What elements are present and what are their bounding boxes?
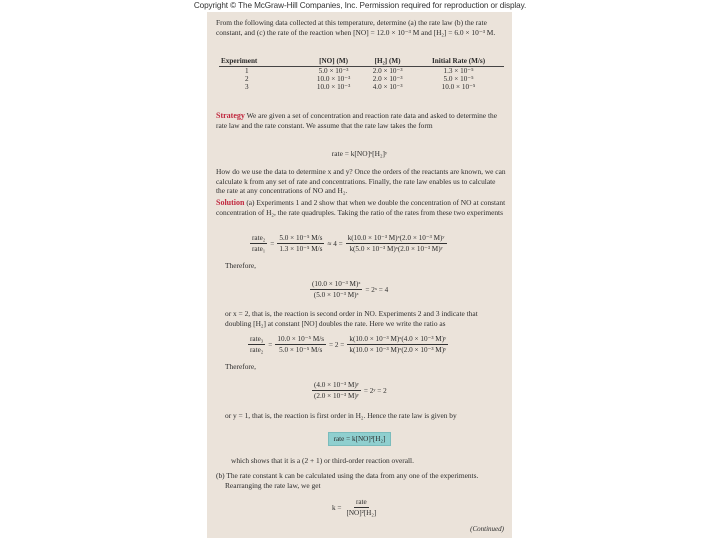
equation-rate-ratio-1: $\frac{\text{rate₂}}{\text{rate₁}}$ = $\frac{\text{5.0 × 10⁻⁵ M/s}}{\text{1.3 × 10⁻⁵ M/s}}$ ≈ 4 = $\frac{\text{k(10.0 × 10⁻³ M)ˣ(2.0 × 10⁻³ M)ʸ}}{\text{k(5.0 × 10⁻³ M)ˣ(2.0 × 10⁻³ M)ʸ}}$ (252, 234, 445, 253)
cell-h2: 2.0 × 10⁻³ (372, 67, 403, 75)
cell-experiment: 3 (245, 83, 249, 92)
cell-rate: 1.3 × 10⁻⁵ (443, 67, 474, 75)
eq1-mid-num: 5.0 × 10⁻⁵ M/s (279, 234, 323, 242)
therefore-2: Therefore, (225, 362, 256, 371)
cell-experiment: 1 (245, 67, 249, 75)
eq3-rhs-num: k(10.0 × 10⁻³ M)ˣ(4.0 × 10⁻³ M)ʸ (349, 335, 447, 343)
eq4-result: = 2ʸ = 2 (363, 386, 387, 395)
cell-no: 10.0 × 10⁻³ (316, 83, 351, 92)
copyright-notice: Copyright © The McGraw-Hill Companies, Inc. Permission required for reproduction or display. (193, 1, 527, 10)
eq5-lhs: k = (332, 503, 342, 512)
solution-label: Solution (216, 198, 245, 207)
problem-statement: From the following data collected at this temperature, determine (a) the rate law (b) the rate constant, and (c) the rate of the reaction when [NO] = 12.0 × 10⁻³ M and [H₂] = 6.0 × 10⁻³ M. (216, 18, 496, 37)
column-header-no: [NO] (M) (305, 57, 362, 67)
cell-rate: 10.0 × 10⁻⁵ (441, 83, 476, 92)
eq1-value: ≈ 4 = (327, 239, 343, 248)
table-row (219, 67, 504, 76)
overall-order-statement: which shows that it is a (2 + 1) or third-order reaction overall. (231, 456, 414, 465)
table-row (219, 83, 504, 91)
strategy-paragraph (216, 111, 506, 130)
equation-x-order (307, 280, 388, 299)
eq3-lhs-num: rate₃ (250, 335, 264, 343)
rate-law-final-box (207, 432, 512, 446)
strategy-label: Strategy (216, 111, 245, 120)
textbook-page (207, 12, 512, 538)
strategy-followup: How do we use the data to determine x and y? Once the orders of the reactants are known, we can calculate k from any set of rate and concentrations. Finally, the rate law enables us to calculate the rate at any concentrations of NO and H₂. (216, 167, 506, 196)
eq4-num: (4.0 × 10⁻³ M)ʸ (314, 381, 359, 389)
y-order-result: or y = 1, that is, the reaction is first order in H₂. Hence the rate law is given by (225, 411, 457, 420)
cell-h2: 4.0 × 10⁻³ (372, 83, 403, 92)
table-header-row (219, 57, 504, 67)
experiment-data-table (219, 57, 504, 92)
part-a-text: (a) Experiments 1 and 2 show that when we double the concentration of NO at constant concentration of H₂, the rate quadruples. Taking the ratio of the rates from these two experiments (216, 198, 506, 217)
eq3-mid-num: 10.0 × 10⁻⁵ M/s (277, 335, 325, 343)
eq5-num: rate (355, 498, 367, 506)
eq3-mid-den: 5.0 × 10⁻⁵ M/s (279, 346, 323, 354)
eq5-den: [NO]²[H₂] (346, 509, 377, 517)
therefore-1: Therefore, (225, 261, 256, 270)
table-row (219, 75, 504, 83)
column-header-rate: Initial Rate (M/s) (413, 57, 504, 67)
equation-rate-constant (332, 498, 381, 517)
continued-label: (Continued) (470, 525, 504, 533)
column-header-h2: [H₂] (M) (362, 57, 413, 67)
eq1-rhs-den: k(5.0 × 10⁻³ M)ˣ(2.0 × 10⁻³ M)ʸ (349, 245, 443, 253)
cell-no: 5.0 × 10⁻³ (318, 67, 349, 75)
eq4-den: (2.0 × 10⁻³ M)ʸ (314, 392, 359, 400)
cell-experiment: 2 (245, 75, 249, 84)
cell-no: 10.0 × 10⁻³ (316, 75, 351, 84)
eq1-lhs-den: rate₁ (252, 245, 266, 253)
eq3-value: = 2 = (329, 340, 345, 349)
cell-h2: 2.0 × 10⁻³ (372, 75, 403, 84)
eq3-lhs-den: rate₂ (250, 346, 264, 354)
eq2-den: (5.0 × 10⁻³ M)ˣ (313, 291, 359, 299)
eq3-rhs-den: k(10.0 × 10⁻³ M)ˣ(2.0 × 10⁻³ M)ʸ (349, 346, 447, 354)
rate-law-general-form: rate = k[NO]ˣ[H₂]ʸ (331, 149, 388, 158)
eq2-result: = 2ˣ = 4 (365, 285, 389, 294)
solution-part-a-intro (216, 198, 506, 217)
column-header-experiment: Experiment (219, 57, 305, 67)
eq1-rhs-num: k(10.0 × 10⁻³ M)ˣ(2.0 × 10⁻³ M)ʸ (347, 234, 445, 242)
eq1-lhs-num: rate₂ (252, 234, 266, 242)
equation-y-order (309, 381, 387, 400)
rate-law-final: rate = k[NO]²[H₂] (328, 432, 392, 446)
eq1-mid-den: 1.3 × 10⁻⁵ M/s (279, 245, 323, 253)
eq2-num: (10.0 × 10⁻³ M)ˣ (312, 280, 361, 288)
cell-rate: 5.0 × 10⁻⁵ (443, 75, 474, 84)
solution-part-b: (b) The rate constant k can be calculated using the data from any one of the experiments. Rearranging the rate law, we get (216, 471, 479, 490)
equation-rate-ratio-2: $\frac{\text{rate₃}}{\text{rate₂}}$ = $\frac{\text{10.0 × 10⁻⁵ M/s}}{\text{5.0 × 10⁻⁵ M/s}}$ = 2 = $\frac{\text{k(10.0 × 10⁻³ M)ˣ(4.0 × 10⁻³ M)ʸ}}{\text{k(10.0 × 10⁻³ M)ˣ(2.0 × 10⁻³ M)ʸ}}$ (250, 335, 447, 354)
x-order-result: or x = 2, that is, the reaction is second order in NO. Experiments 2 and 3 indicate that doubling [H₂] at constant [NO] doubles the rate. Here we write the ratio as (225, 309, 478, 328)
strategy-text: We are given a set of concentration and reaction rate data and asked to determine the rate law and the rate constant. We assume that the rate law takes the form (216, 111, 497, 130)
